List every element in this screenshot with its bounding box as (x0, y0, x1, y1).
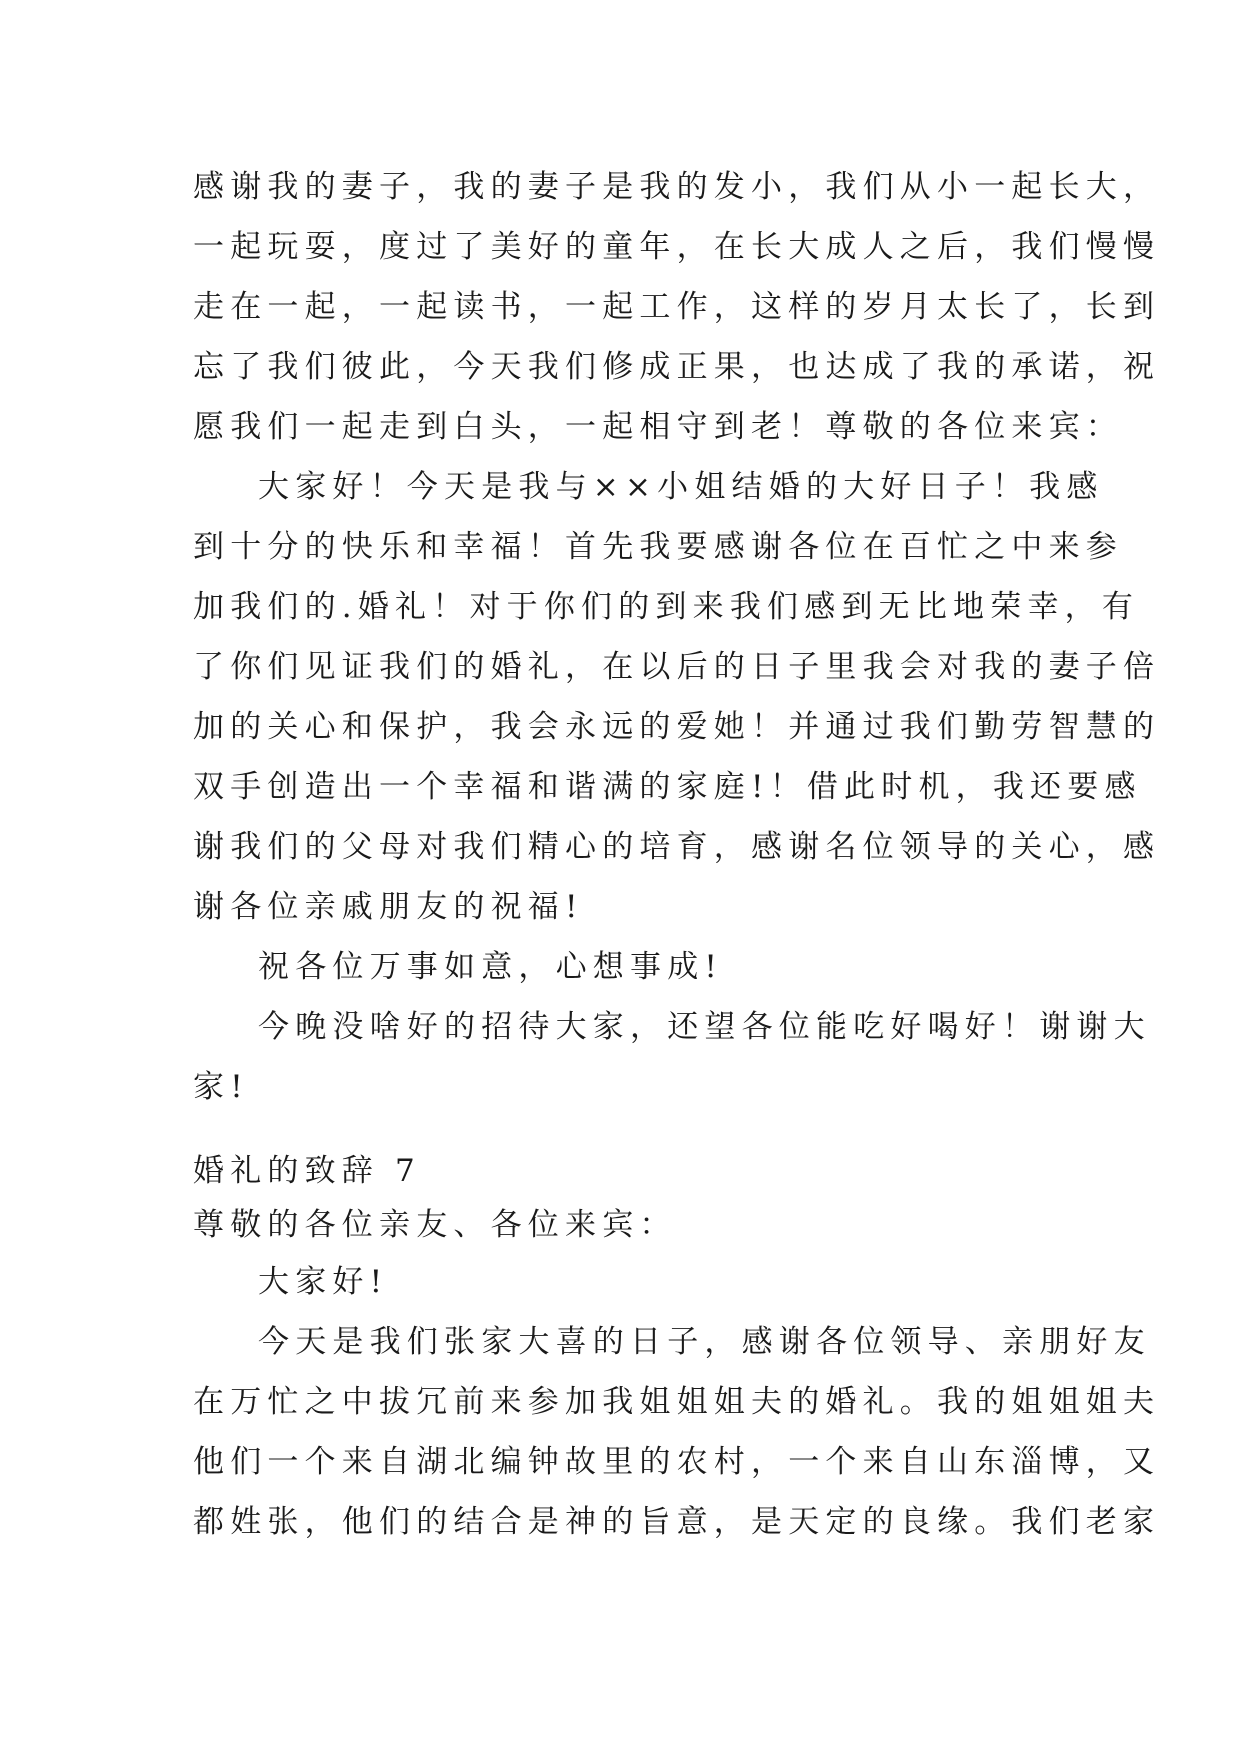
paragraph-line: 今天是我们张家大喜的日子，感谢各位领导、亲朋好友 (258, 1324, 1151, 1360)
paragraph-line: 在万忙之中拔冗前来参加我姐姐姐夫的婚礼。我的姐姐姐夫 (193, 1384, 1161, 1420)
paragraph-line: 到十分的快乐和幸福！首先我要感谢各位在百忙之中来参 (193, 529, 1123, 565)
paragraph-line: 了你们见证我们的婚礼，在以后的日子里我会对我的妻子倍 (193, 649, 1161, 685)
paragraph-line: 祝各位万事如意，心想事成! (258, 949, 724, 985)
paragraph-line: 加的关心和保护，我会永远的爱她！并通过我们勤劳智慧的 (193, 709, 1161, 745)
paragraph-line: 双手创造出一个幸福和谐满的家庭!！借此时机，我还要感 (193, 769, 1142, 805)
paragraph-line: 大家好！今天是我与××小姐结婚的大好日子！我感 (258, 469, 1104, 505)
paragraph-line: 他们一个来自湖北编钟故里的农村，一个来自山东淄博，又 (193, 1444, 1161, 1480)
paragraph-line: 感谢我的妻子，我的妻子是我的发小，我们从小一起长大， (193, 169, 1161, 205)
paragraph-line: 愿我们一起走到白头，一起相守到老！尊敬的各位来宾： (193, 409, 1123, 445)
paragraph-line: 一起玩耍，度过了美好的童年，在长大成人之后，我们慢慢 (193, 229, 1161, 265)
paragraph-line: 加我们的.婚礼！对于你们的到来我们感到无比地荣幸，有 (193, 589, 1140, 625)
speech-section-2 (193, 1144, 1161, 1552)
paragraph-line: 谢我们的父母对我们精心的培育，感谢名位领导的关心，感 (193, 829, 1161, 865)
speech-section-1 (193, 157, 1161, 1117)
paragraph-line: 今晚没啥好的招待大家，还望各位能吃好喝好！谢谢大 (258, 1009, 1151, 1045)
paragraph-line: 谢各位亲戚朋友的祝福! (193, 889, 584, 925)
section-heading: 婚礼的致辞 7 (193, 1153, 421, 1189)
paragraph-line: 走在一起，一起读书，一起工作，这样的岁月太长了，长到 (193, 289, 1161, 325)
paragraph-line: 忘了我们彼此，今天我们修成正果，也达成了我的承诺，祝 (193, 349, 1161, 385)
paragraph-line: 都姓张，他们的结合是神的旨意，是天定的良缘。我们老家 (193, 1504, 1161, 1540)
paragraph-line: 家! (193, 1069, 249, 1105)
salutation: 尊敬的各位亲友、各位来宾： (193, 1207, 677, 1243)
paragraph-line: 大家好! (258, 1264, 389, 1300)
